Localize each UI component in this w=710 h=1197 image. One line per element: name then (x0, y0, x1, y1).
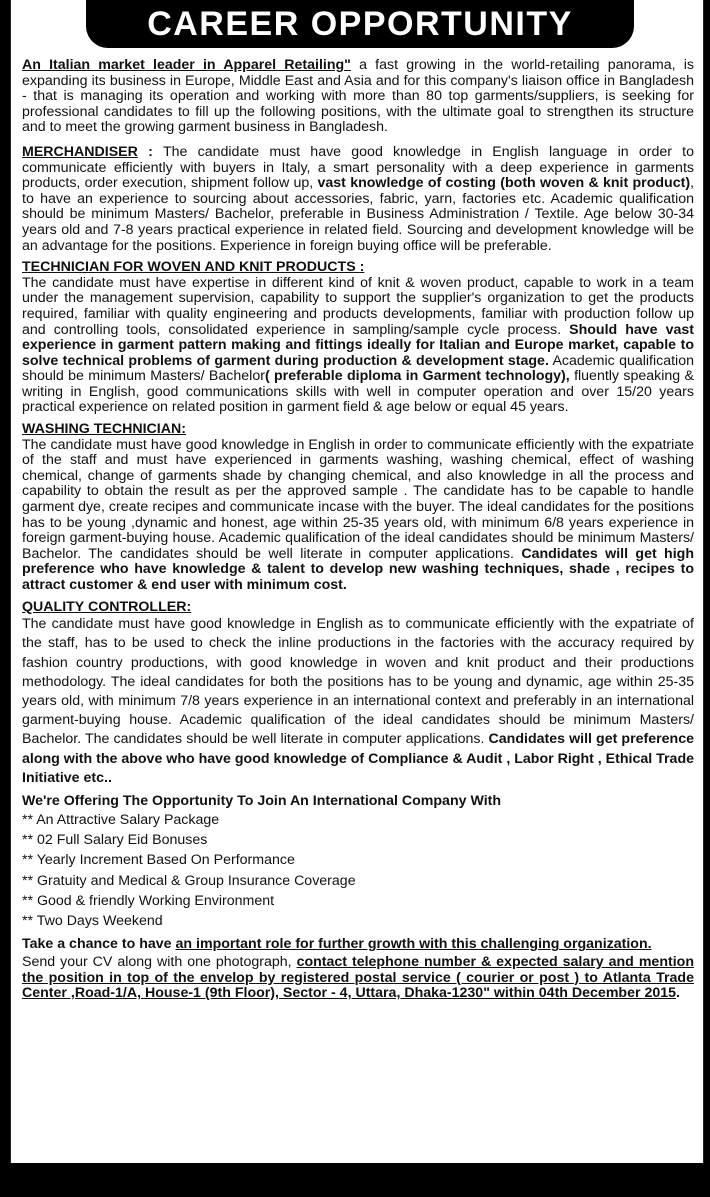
quality-section (22, 600, 694, 788)
send-text-3: . (676, 985, 680, 1002)
technician-section (22, 260, 694, 416)
merchandiser-sep: : (137, 143, 163, 160)
list-item: ** An Attractive Salary Package (22, 811, 220, 828)
quality-text-1: The candidate must have good knowledge in English as to communicate efficiently with the expatriate of the staff, has to be used to check the inline productions in the factories with the accuracy required by fashion country productions, with good knowledge in woven and knit product and their productions methodology. The ideal candidates for both the positions has to be young and dynamic, age within 25-35 years old, with minimum 7/8 years experience in an international context and preferably in an international garment-buying house. Academic qualification of the ideal candidates should be minimum Masters/ Bachelor. The candidates should be well literate in computer applications. (22, 616, 694, 748)
cta-text-1: Take a chance to have (22, 936, 176, 953)
merchandiser-title: MERCHANDISER (22, 143, 138, 160)
washing-section (22, 422, 694, 594)
merchandiser-text-2: , to have an experience to sourcing about accessories, fabric, yarn, factories etc. Academic qualification should be minimum Masters/ Bachelor, preferable in Business Administration / Textile. Age below 30-34 years old and 7-8 years practical experience in related field. Sourcing and development knowledge will be an advantage for the positions. Experience in foreign buying office will be preferable. (22, 175, 694, 254)
technician-bold-1: Should have vast experience in garment pattern making and fittings ideally for Italian and Europe market, capable to solve technical problems of garment during production & development stage. (22, 321, 694, 369)
quality-bold-1: Candidates will get preference along with the above who have good knowledge of Compliance & Audit , Labor Right , Ethical Trade Initiative etc.. (22, 731, 694, 786)
technician-text-3: fluently speaking & writing in English, good communications skills with well in computer operation and over 15/20 years practical experience on related position in garment field & age below or equal 45 years. (22, 368, 694, 416)
intro-lead: An Italian market leader in Apparel Retailing" (22, 57, 351, 73)
merchandiser-section (22, 145, 694, 254)
send-text-1: Send your CV along with one photograph, (22, 953, 297, 970)
list-item: ** 02 Full Salary Eid Bonuses (22, 831, 208, 848)
washing-bold-1: Candidates will get high preference who have knowledge & talent to develop new washing techniques, shade , recipes to attract customer & end user with minimum cost. (22, 545, 694, 593)
washing-title: WASHING TECHNICIAN: (22, 421, 186, 438)
call-to-action (22, 937, 694, 953)
washing-text-1: The candidate must have good knowledge in English in order to communicate efficiently with the expatriate of the staff and must have experienced in garments washing, washing chemical, effect of washing chemical, change of garments shade by changing chemical, and also knowledge in all the process and capability to obtain the result as per the approved sample . The candidate has to be capable to handle garment dye, create recipes and communicate incase with the buyer. The ideal candidates for the positions has to be young ,dynamic and honest, age within 25-35 years old, with minimum 6/8 years experience in foreign garment-buying house. Academic qualification of the ideal candidates should be minimum Masters/ Bachelor. The candidates should be well literate in computer applications. (22, 436, 694, 562)
cta-text-2: an important role for further growth with this challenging organization. (175, 936, 652, 953)
quality-title: QUALITY CONTROLLER: (22, 598, 192, 615)
intro-text: a fast growing in the world-retailing panorama, is expanding its business in Europe, Middle East and Asia and for this company's liaison office in Bangladesh - that is managing its operation and working with more than 80 top garments/suppliers, is seeking for professional candidates to fill up the following positions, with the ultimate goal to strengthen its structure and to meet the growing garment business in Bangladesh. (22, 57, 694, 136)
list-item: ** Yearly Increment Based On Performance (22, 852, 295, 869)
list-item: ** Two Days Weekend (22, 913, 163, 930)
page-title: CAREER OPPORTUNITY (147, 5, 573, 43)
list-item: ** Good & friendly Working Environment (22, 892, 275, 909)
technician-bold-2: ( preferable diploma in Garment technology), (264, 368, 570, 385)
application-instructions (22, 955, 694, 1002)
send-text-2: contact telephone number & expected salary and mention the position in top of the envelop by registered postal service ( courier or post ) to Atlanta Trade Center ,Road-1/A, House-1 (9th Floor), Sector - 4, Uttara, Dhaka-1230" within 04th December 2015 (22, 953, 694, 1002)
technician-title: TECHNICIAN FOR WOVEN AND KNIT PRODUCTS : (22, 259, 365, 276)
intro-paragraph (22, 58, 694, 136)
list-item: ** Gratuity and Medical & Group Insurance Coverage (22, 872, 356, 889)
merchandiser-text-1: The candidate must have good knowledge in English language in order to communicate efficiently with buyers in Italy, a smart personality with a deep experience in garments products, order execution, shipment follow up, (22, 143, 694, 192)
offer-list (22, 810, 694, 932)
technician-text-1: The candidate must have expertise in different kind of knit & woven product, capable to work in a team under the management supervision, capability to support the supplier's organization to get the products required, familiar with quality engineering and products developments, familiar with production follow up and controlling tools, consolidated experience in sampling/sample cycle process. (22, 274, 694, 338)
ad-body (22, 58, 694, 1002)
offer-title: We're Offering The Opportunity To Join An International Company With (22, 793, 502, 810)
merchandiser-bold-1: vast knowledge of costing (both woven & knit product) (317, 175, 691, 192)
technician-text-2: Academic qualification should be minimum Masters/ Bachelor (22, 352, 694, 385)
